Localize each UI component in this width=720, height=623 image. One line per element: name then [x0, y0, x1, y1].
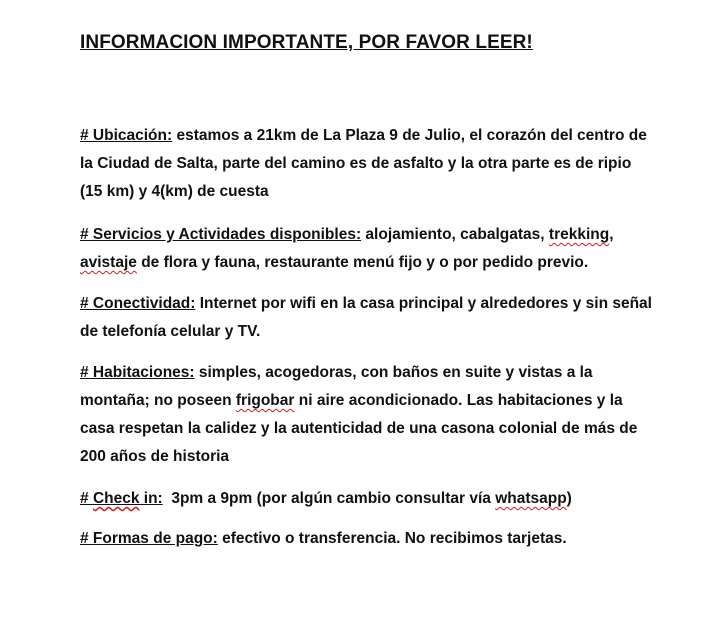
- section-label-ubicacion: # Ubicación:: [80, 127, 173, 144]
- section-ubicacion: [80, 122, 655, 206]
- misspelled-word-avistaje: avistaje: [80, 254, 137, 271]
- section-text-servicios-c: de flora y fauna, restaurante menú fijo y o por pedido previo.: [136, 254, 589, 271]
- section-text-ubicacion: estamos a 21km de La Plaza 9 de Julio, el corazón del centro de la Ciudad de Salta, parte del camino es de asfalto y la otra parte es de ripio (15 km) y 4(km) de cuesta: [80, 127, 647, 200]
- section-habitaciones: [80, 359, 655, 471]
- section-text-checkin-b: ): [566, 490, 572, 507]
- section-text-pago: efectivo o transferencia. No recibimos tarjetas.: [217, 530, 567, 547]
- section-text-conectividad: Internet por wifi en la casa principal y alrededores y sin señal de telefonía celular y TV.: [80, 295, 652, 340]
- misspelled-word-trekking: trekking: [548, 226, 610, 243]
- section-pago: [80, 525, 655, 553]
- section-text-servicios-a: alojamiento, cabalgatas,: [361, 226, 549, 243]
- section-label-pago: # Formas de pago:: [80, 530, 218, 547]
- section-checkin: [80, 485, 655, 513]
- section-servicios: [80, 221, 655, 277]
- section-text-checkin-a: 3pm a 9pm (por algún cambio consultar vía: [162, 490, 496, 507]
- section-text-habitaciones-a: simples, acogedoras, con baños en suite y vistas a la montaña; no poseen: [80, 364, 593, 409]
- section-label-habitaciones: # Habitaciones:: [80, 364, 195, 381]
- section-conectividad: [80, 290, 655, 346]
- section-label-checkin: [80, 490, 163, 507]
- section-text-servicios-b: ,: [609, 226, 614, 243]
- misspelled-word-whatsapp: whatsapp: [495, 490, 567, 507]
- section-label-checkin-in: in:: [139, 490, 163, 507]
- section-label-servicios: # Servicios y Actividades disponibles:: [80, 226, 362, 243]
- section-label-conectividad: # Conectividad:: [80, 295, 196, 312]
- page-title: INFORMACION IMPORTANTE, POR FAVOR LEER!: [80, 32, 533, 53]
- section-label-checkin-hash: #: [80, 490, 93, 507]
- misspelled-word-check: Check: [92, 490, 140, 507]
- misspelled-word-frigobar: frigobar: [235, 392, 295, 409]
- section-text-habitaciones-b: ni aire acondicionado. Las habitaciones y la casa respetan la calidez y la autenticidad de una casona colonial de más de 200 años de historia: [80, 392, 638, 465]
